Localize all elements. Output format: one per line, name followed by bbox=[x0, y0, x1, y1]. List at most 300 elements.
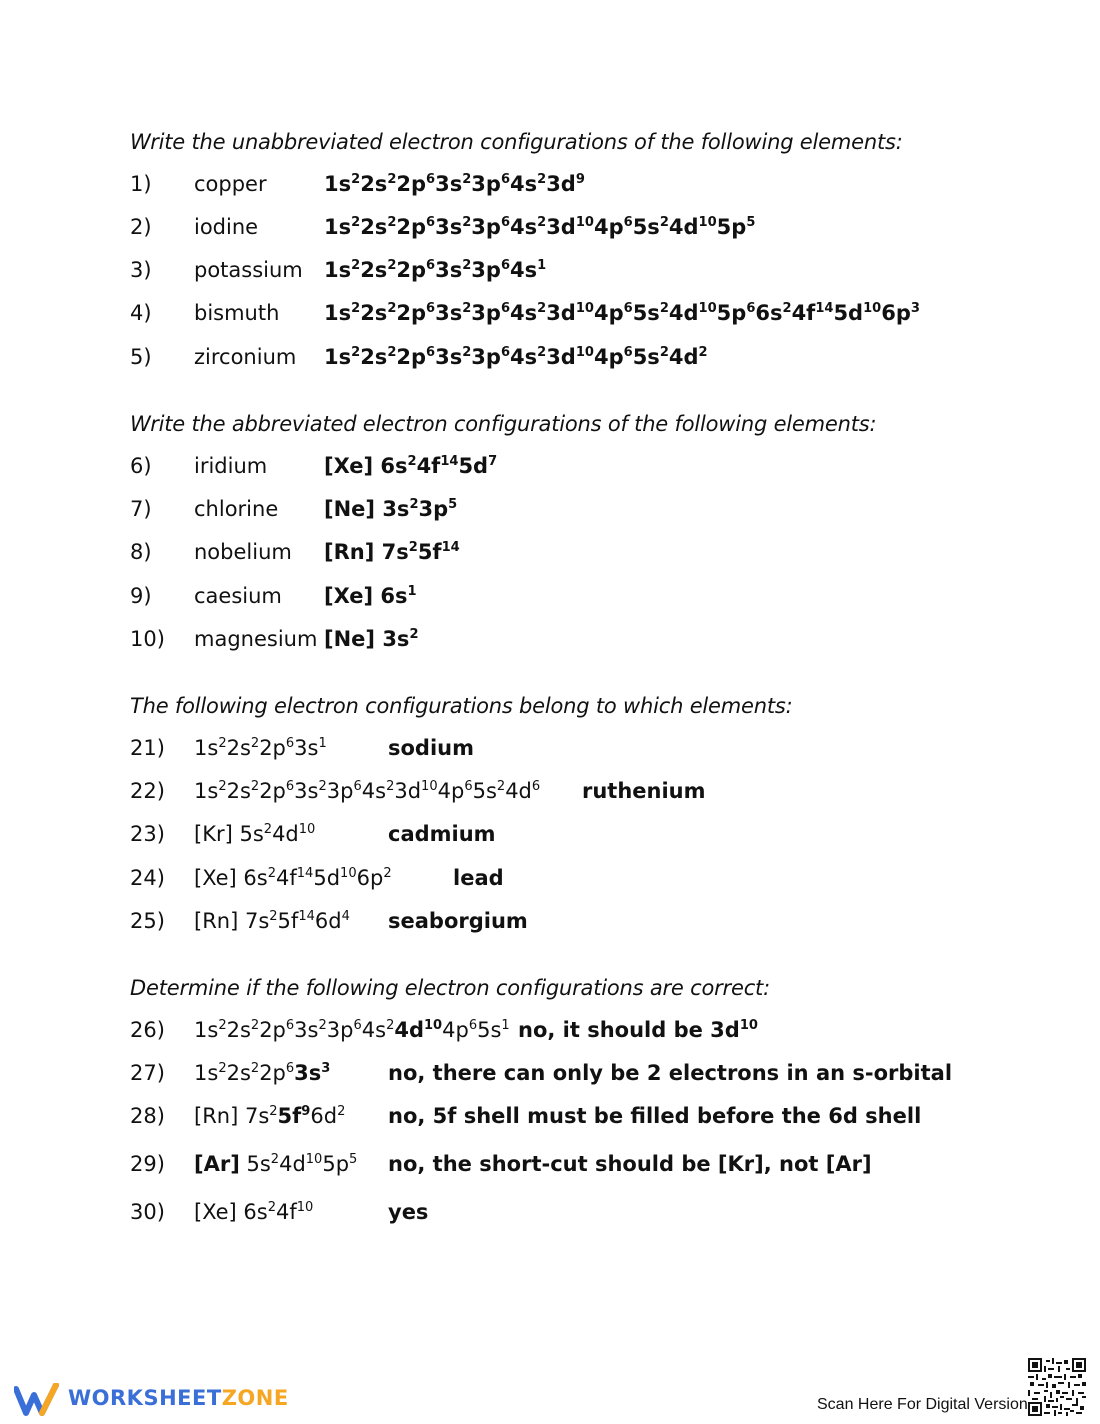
electron-configuration bbox=[194, 866, 392, 890]
superscript: 2 bbox=[269, 1103, 278, 1119]
superscript: 6 bbox=[285, 1017, 295, 1033]
orbital-text: 6p bbox=[356, 866, 384, 890]
superscript: 10 bbox=[575, 300, 594, 316]
superscript: 2 bbox=[318, 1017, 327, 1033]
section-instruction: Determine if the following electron configurations are correct: bbox=[130, 976, 770, 1000]
given-configuration bbox=[194, 1104, 345, 1128]
orbital-text: 3p bbox=[471, 345, 501, 369]
answer-text bbox=[388, 736, 474, 760]
superscript: 9 bbox=[301, 1103, 311, 1119]
orbital-text: 3d bbox=[546, 301, 576, 325]
answer-text bbox=[388, 909, 528, 933]
brand-name bbox=[68, 1386, 289, 1410]
element-name: iridium bbox=[194, 454, 268, 478]
superscript: 2 bbox=[218, 1017, 227, 1033]
given-configuration bbox=[194, 1061, 330, 1085]
orbital-text: [Xe] 6s bbox=[324, 454, 408, 478]
superscript: 2 bbox=[387, 214, 397, 230]
orbital-text: 3p bbox=[326, 779, 354, 803]
answer-configuration bbox=[324, 497, 457, 521]
superscript: 2 bbox=[267, 865, 277, 881]
superscript: 6 bbox=[285, 778, 295, 794]
question-number: 26) bbox=[130, 1018, 165, 1042]
element-name: potassium bbox=[194, 258, 303, 282]
orbital-text: 4d bbox=[668, 345, 699, 369]
element-name: zirconium bbox=[194, 345, 297, 369]
scan-caption: Scan Here For Digital Version bbox=[817, 1396, 1028, 1413]
superscript: 2 bbox=[659, 214, 669, 230]
superscript: 2 bbox=[218, 1060, 227, 1076]
question-number: 5) bbox=[130, 345, 152, 369]
answer-text bbox=[453, 866, 504, 890]
electron-configuration bbox=[194, 1018, 510, 1042]
question-number: 3) bbox=[130, 258, 152, 282]
orbital-text: 4s bbox=[510, 301, 538, 325]
electron-configuration bbox=[194, 1061, 330, 1085]
superscript: 10 bbox=[575, 214, 594, 230]
orbital-text: 5s bbox=[632, 301, 660, 325]
orbital-text: 2s bbox=[226, 1018, 251, 1042]
orbital-text: [Ne] 3s bbox=[324, 627, 410, 651]
question-number: 27) bbox=[130, 1061, 165, 1085]
orbital-text: 2s bbox=[226, 736, 251, 760]
given-configuration bbox=[194, 1200, 313, 1224]
answer-text-main: ruthenium bbox=[582, 779, 706, 803]
given-configuration bbox=[194, 909, 350, 933]
brand-word-zone: ZONE bbox=[221, 1386, 289, 1410]
superscript: 2 bbox=[537, 300, 547, 316]
superscript: 2 bbox=[387, 257, 397, 273]
orbital-text: 4f bbox=[276, 866, 297, 890]
superscript: 2 bbox=[537, 344, 547, 360]
orbital-text: 2p bbox=[259, 1061, 286, 1085]
orbital-text: 3s bbox=[435, 345, 463, 369]
electron-configuration bbox=[324, 345, 708, 369]
superscript: 1 bbox=[407, 583, 417, 599]
superscript: 1 bbox=[501, 1017, 510, 1033]
orbital-text: 2p bbox=[259, 779, 286, 803]
orbital-text: 5d bbox=[313, 866, 341, 890]
orbital-text: 4f bbox=[791, 301, 816, 325]
orbital-text: 5s bbox=[477, 1018, 502, 1042]
orbital-text: 3s bbox=[294, 1018, 319, 1042]
superscript: 2 bbox=[270, 1151, 280, 1167]
superscript: 2 bbox=[462, 257, 472, 273]
answer-superscript: 10 bbox=[739, 1017, 758, 1033]
orbital-text: 4s bbox=[361, 779, 387, 803]
superscript: 6 bbox=[468, 1017, 478, 1033]
answer-text-main: no, 5f shell must be filled before the 6d shell bbox=[388, 1104, 922, 1128]
orbital-text: 1s bbox=[324, 301, 352, 325]
electron-configuration bbox=[194, 736, 327, 760]
superscript: 10 bbox=[340, 865, 357, 881]
superscript: 1 bbox=[537, 257, 547, 273]
superscript: 2 bbox=[462, 344, 472, 360]
superscript: 3 bbox=[910, 300, 920, 316]
section-instruction: Write the abbreviated electron configurations of the following elements: bbox=[130, 412, 877, 436]
orbital-text: 5f bbox=[277, 909, 299, 933]
superscript: 10 bbox=[575, 344, 594, 360]
superscript: 2 bbox=[337, 1103, 346, 1119]
superscript: 10 bbox=[296, 1199, 314, 1215]
orbital-text: 4s bbox=[361, 1018, 387, 1042]
orbital-text: 5f bbox=[277, 1104, 302, 1128]
superscript: 7 bbox=[488, 453, 498, 469]
electron-configuration bbox=[194, 1152, 357, 1176]
superscript: 2 bbox=[351, 344, 361, 360]
answer-configuration bbox=[324, 172, 585, 196]
superscript: 4 bbox=[341, 908, 350, 924]
superscript: 6 bbox=[426, 171, 436, 187]
element-name: nobelium bbox=[194, 540, 292, 564]
answer-text bbox=[388, 1152, 872, 1176]
superscript: 14 bbox=[440, 453, 459, 469]
orbital-text: 4p bbox=[437, 779, 465, 803]
answer-configuration bbox=[324, 345, 708, 369]
superscript: 10 bbox=[421, 778, 438, 794]
electron-configuration bbox=[194, 909, 350, 933]
answer-text bbox=[518, 1018, 758, 1042]
electron-configuration bbox=[194, 779, 540, 803]
orbital-text: 3s bbox=[435, 301, 463, 325]
given-configuration bbox=[194, 822, 315, 846]
superscript: 2 bbox=[250, 1060, 260, 1076]
superscript: 5 bbox=[448, 496, 458, 512]
orbital-text: 1s bbox=[194, 1061, 219, 1085]
given-configuration bbox=[194, 779, 540, 803]
superscript: 2 bbox=[351, 214, 361, 230]
superscript: 2 bbox=[496, 778, 506, 794]
orbital-text: 3s bbox=[435, 215, 463, 239]
brand-word-worksheet: WORKSHEET bbox=[68, 1386, 222, 1410]
orbital-text: 4f bbox=[276, 1200, 297, 1224]
orbital-text: 1s bbox=[324, 258, 352, 282]
orbital-text: 2s bbox=[226, 779, 251, 803]
superscript: 2 bbox=[462, 300, 472, 316]
orbital-text: 3d bbox=[546, 172, 576, 196]
superscript: 10 bbox=[305, 1151, 323, 1167]
orbital-text: 3p bbox=[471, 301, 501, 325]
electron-configuration bbox=[324, 540, 460, 564]
orbital-text: 4d bbox=[668, 301, 699, 325]
superscript: 2 bbox=[218, 778, 227, 794]
superscript: 2 bbox=[698, 344, 708, 360]
answer-text bbox=[582, 779, 706, 803]
given-configuration bbox=[194, 866, 392, 890]
element-name: bismuth bbox=[194, 301, 280, 325]
answer-text-main: no, there can only be 2 electrons in an s-orbital bbox=[388, 1061, 953, 1085]
orbital-text: 4s bbox=[510, 345, 538, 369]
superscript: 10 bbox=[698, 300, 717, 316]
answer-text-main: lead bbox=[453, 866, 504, 890]
superscript: 2 bbox=[351, 171, 361, 187]
superscript: 6 bbox=[500, 214, 510, 230]
answer-configuration bbox=[324, 540, 460, 564]
orbital-text: 4p bbox=[593, 345, 624, 369]
question-number: 30) bbox=[130, 1200, 165, 1224]
superscript: 10 bbox=[863, 300, 882, 316]
superscript: 10 bbox=[698, 214, 717, 230]
orbital-text: 4s bbox=[510, 215, 538, 239]
orbital-text: 4s bbox=[510, 258, 538, 282]
orbital-text: [Kr] 5s bbox=[194, 822, 264, 846]
given-configuration bbox=[194, 736, 327, 760]
orbital-text: 2p bbox=[396, 258, 427, 282]
orbital-text: 3d bbox=[394, 779, 422, 803]
orbital-text: 5s bbox=[472, 779, 497, 803]
superscript: 6 bbox=[500, 344, 510, 360]
superscript: 2 bbox=[250, 735, 260, 751]
answer-configuration bbox=[324, 258, 546, 282]
orbital-text: 5s bbox=[239, 1152, 271, 1176]
orbital-text: 2s bbox=[360, 301, 388, 325]
orbital-text: 4p bbox=[593, 215, 624, 239]
orbital-text: 2s bbox=[360, 345, 388, 369]
orbital-text: [Rn] 7s bbox=[194, 1104, 270, 1128]
orbital-text: [Ne] 3s bbox=[324, 497, 410, 521]
orbital-text: 4d bbox=[394, 1018, 424, 1042]
orbital-text: 5d bbox=[833, 301, 864, 325]
answer-text bbox=[388, 822, 496, 846]
question-number: 10) bbox=[130, 627, 165, 651]
superscript: 6 bbox=[500, 300, 510, 316]
electron-configuration bbox=[324, 172, 585, 196]
superscript: 6 bbox=[623, 214, 633, 230]
superscript: 6 bbox=[426, 344, 436, 360]
orbital-text: 4d bbox=[272, 822, 299, 846]
orbital-text: 2s bbox=[360, 172, 388, 196]
superscript: 2 bbox=[387, 300, 397, 316]
electron-configuration bbox=[194, 1104, 345, 1128]
answer-text-main: cadmium bbox=[388, 822, 496, 846]
orbital-text: 2p bbox=[396, 345, 427, 369]
given-configuration bbox=[194, 1018, 510, 1042]
section-instruction: Write the unabbreviated electron configurations of the following elements: bbox=[130, 130, 903, 154]
superscript: 6 bbox=[353, 1017, 362, 1033]
electron-configuration bbox=[324, 301, 920, 325]
superscript: 6 bbox=[746, 300, 756, 316]
question-number: 22) bbox=[130, 779, 165, 803]
orbital-text: 5s bbox=[632, 345, 660, 369]
orbital-text: 2s bbox=[360, 258, 388, 282]
superscript: 6 bbox=[531, 778, 541, 794]
orbital-text: 1s bbox=[194, 779, 219, 803]
orbital-text: 3d bbox=[546, 345, 576, 369]
question-number: 6) bbox=[130, 454, 152, 478]
electron-configuration bbox=[324, 627, 419, 651]
superscript: 2 bbox=[462, 214, 472, 230]
superscript: 2 bbox=[409, 496, 419, 512]
superscript: 6 bbox=[500, 257, 510, 273]
question-number: 28) bbox=[130, 1104, 165, 1128]
answer-configuration bbox=[324, 627, 419, 651]
superscript: 6 bbox=[623, 300, 633, 316]
superscript: 2 bbox=[383, 865, 392, 881]
orbital-text: 4p bbox=[442, 1018, 469, 1042]
answer-text bbox=[388, 1061, 952, 1085]
superscript: 14 bbox=[296, 865, 314, 881]
orbital-text: 5p bbox=[322, 1152, 350, 1176]
qr-code-icon[interactable] bbox=[1028, 1358, 1086, 1416]
element-name: iodine bbox=[194, 215, 259, 239]
orbital-text: [Rn] 7s bbox=[324, 540, 409, 564]
element-name: chlorine bbox=[194, 497, 279, 521]
orbital-text: 3d bbox=[546, 215, 576, 239]
section-instruction: The following electron configurations belong to which elements: bbox=[130, 694, 793, 718]
element-name: copper bbox=[194, 172, 267, 196]
electron-configuration bbox=[324, 258, 546, 282]
electron-configuration bbox=[194, 822, 315, 846]
orbital-text: 1s bbox=[194, 736, 219, 760]
orbital-text: 6p bbox=[881, 301, 911, 325]
orbital-text: 4d bbox=[279, 1152, 306, 1176]
question-number: 8) bbox=[130, 540, 152, 564]
orbital-text: 3p bbox=[326, 1018, 354, 1042]
question-number: 29) bbox=[130, 1152, 165, 1176]
answer-text-main: no, the short-cut should be [Kr], not [Ar] bbox=[388, 1152, 872, 1176]
answer-configuration bbox=[324, 301, 920, 325]
orbital-text: 4d bbox=[668, 215, 699, 239]
superscript: 2 bbox=[537, 171, 547, 187]
orbital-text: 4d bbox=[505, 779, 532, 803]
orbital-text: 1s bbox=[194, 1018, 219, 1042]
question-number: 1) bbox=[130, 172, 152, 196]
superscript: 2 bbox=[250, 778, 260, 794]
orbital-text: 3p bbox=[418, 497, 449, 521]
orbital-text: 3s bbox=[294, 1061, 322, 1085]
superscript: 5 bbox=[746, 214, 756, 230]
question-number: 25) bbox=[130, 909, 165, 933]
superscript: 2 bbox=[386, 1017, 395, 1033]
question-number: 21) bbox=[130, 736, 165, 760]
orbital-text: 3p bbox=[471, 258, 501, 282]
orbital-text: [Xe] 6s bbox=[194, 866, 268, 890]
orbital-text: 1s bbox=[324, 345, 352, 369]
superscript: 6 bbox=[500, 171, 510, 187]
orbital-text: 6s bbox=[755, 301, 783, 325]
superscript: 2 bbox=[351, 257, 361, 273]
superscript: 2 bbox=[218, 735, 227, 751]
superscript: 6 bbox=[426, 300, 436, 316]
orbital-text: 5p bbox=[716, 301, 747, 325]
element-name: caesium bbox=[194, 584, 282, 608]
orbital-text: 2p bbox=[259, 1018, 286, 1042]
superscript: 10 bbox=[298, 821, 316, 837]
orbital-text: 3p bbox=[471, 172, 501, 196]
answer-text-main: yes bbox=[388, 1200, 429, 1224]
superscript: 2 bbox=[263, 821, 273, 837]
superscript: 6 bbox=[426, 214, 436, 230]
answer-configuration bbox=[324, 454, 497, 478]
superscript: 6 bbox=[426, 257, 436, 273]
orbital-text: 6d bbox=[314, 909, 342, 933]
orbital-text: 5f bbox=[417, 540, 442, 564]
superscript: 2 bbox=[351, 300, 361, 316]
superscript: 2 bbox=[537, 214, 547, 230]
answer-text bbox=[388, 1104, 921, 1128]
orbital-text: 4f bbox=[416, 454, 441, 478]
superscript: 2 bbox=[659, 300, 669, 316]
superscript: 14 bbox=[298, 908, 315, 924]
orbital-text: 3p bbox=[471, 215, 501, 239]
superscript: 5 bbox=[349, 1151, 358, 1167]
superscript: 2 bbox=[462, 171, 472, 187]
superscript: 2 bbox=[408, 539, 418, 555]
orbital-text: 3s bbox=[435, 258, 463, 282]
superscript: 2 bbox=[269, 908, 278, 924]
superscript: 2 bbox=[409, 626, 419, 642]
orbital-text: 5p bbox=[716, 215, 747, 239]
superscript: 3 bbox=[321, 1060, 331, 1076]
electron-configuration bbox=[324, 454, 497, 478]
orbital-text: [Ar] bbox=[194, 1152, 240, 1176]
answer-configuration bbox=[324, 215, 755, 239]
orbital-text: [Rn] 7s bbox=[194, 909, 270, 933]
superscript: 2 bbox=[250, 1017, 260, 1033]
superscript: 14 bbox=[441, 539, 460, 555]
orbital-text: [Xe] 6s bbox=[194, 1200, 268, 1224]
superscript: 1 bbox=[318, 735, 327, 751]
electron-configuration bbox=[194, 1200, 313, 1224]
orbital-text: 5d bbox=[458, 454, 489, 478]
orbital-text: 4s bbox=[510, 172, 538, 196]
question-number: 9) bbox=[130, 584, 152, 608]
superscript: 2 bbox=[407, 453, 417, 469]
question-number: 24) bbox=[130, 866, 165, 890]
orbital-text: 2s bbox=[226, 1061, 251, 1085]
orbital-text: 3s bbox=[294, 779, 319, 803]
superscript: 2 bbox=[267, 1199, 277, 1215]
question-number: 7) bbox=[130, 497, 152, 521]
orbital-text: 6d bbox=[310, 1104, 338, 1128]
superscript: 2 bbox=[386, 778, 395, 794]
orbital-text: 3s bbox=[294, 736, 319, 760]
superscript: 2 bbox=[782, 300, 792, 316]
orbital-text: 2p bbox=[396, 301, 427, 325]
answer-text-main: sodium bbox=[388, 736, 474, 760]
orbital-text: 5s bbox=[632, 215, 660, 239]
orbital-text: 3s bbox=[435, 172, 463, 196]
superscript: 14 bbox=[815, 300, 834, 316]
question-number: 4) bbox=[130, 301, 152, 325]
superscript: 6 bbox=[464, 778, 473, 794]
superscript: 2 bbox=[659, 344, 669, 360]
orbital-text: 2p bbox=[396, 215, 427, 239]
electron-configuration bbox=[324, 584, 417, 608]
superscript: 9 bbox=[575, 171, 585, 187]
answer-text-main: seaborgium bbox=[388, 909, 528, 933]
orbital-text: 1s bbox=[324, 215, 352, 239]
question-number: 23) bbox=[130, 822, 165, 846]
electron-configuration bbox=[324, 215, 755, 239]
superscript: 6 bbox=[353, 778, 362, 794]
answer-text bbox=[388, 1200, 428, 1224]
orbital-text: 2s bbox=[360, 215, 388, 239]
given-configuration bbox=[194, 1152, 357, 1176]
orbital-text: 2p bbox=[259, 736, 286, 760]
superscript: 6 bbox=[285, 735, 295, 751]
superscript: 2 bbox=[318, 778, 327, 794]
superscript: 2 bbox=[387, 344, 397, 360]
superscript: 2 bbox=[387, 171, 397, 187]
orbital-text: 1s bbox=[324, 172, 352, 196]
element-name: magnesium bbox=[194, 627, 318, 651]
superscript: 6 bbox=[285, 1060, 295, 1076]
question-number: 2) bbox=[130, 215, 152, 239]
orbital-text: 2p bbox=[396, 172, 427, 196]
superscript: 6 bbox=[623, 344, 633, 360]
orbital-text: [Xe] 6s bbox=[324, 584, 408, 608]
